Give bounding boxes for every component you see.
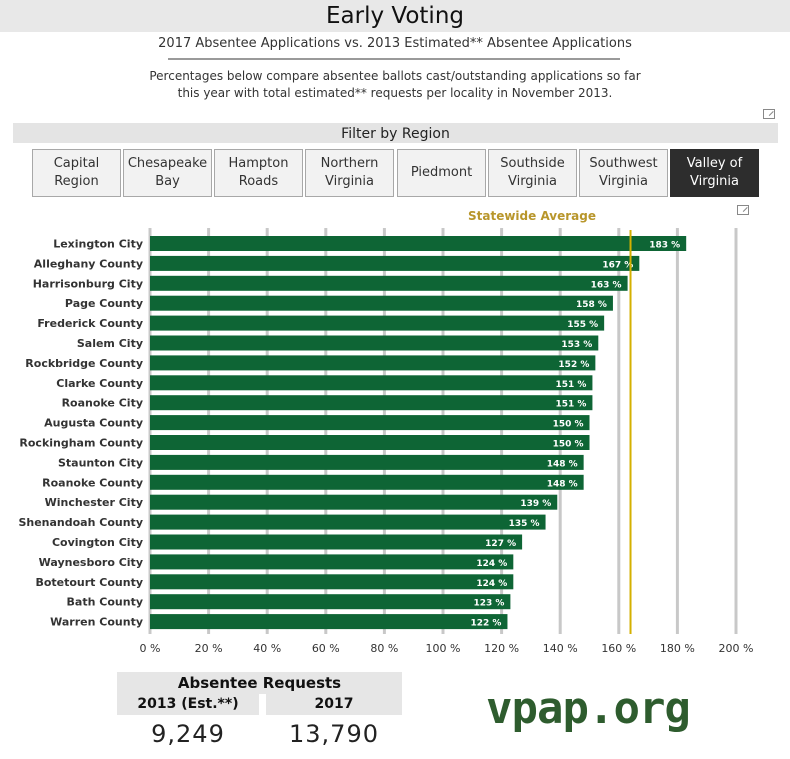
bar — [150, 535, 522, 550]
bar-value-label: 158 % — [576, 300, 607, 311]
region-button-label-line2: Bay — [155, 174, 180, 189]
category-label: Lexington City — [53, 237, 143, 251]
region-button-label: Southside Virginia — [500, 156, 565, 189]
bar — [150, 435, 590, 450]
x-tick-label: 180 % — [659, 642, 695, 655]
region-button-chesapeakebay[interactable] — [123, 149, 212, 197]
region-button-label: Chesapeake Bay — [127, 156, 208, 189]
x-tick-label: 200 % — [718, 642, 754, 655]
bar-value-label: 183 % — [649, 240, 681, 251]
note-line-2: this year with total estimated** requests per locality in November 2013. — [177, 86, 613, 100]
category-label: Roanoke County — [42, 476, 143, 490]
bar-value-label: 167 % — [602, 260, 634, 271]
region-button-capitalregion[interactable] — [32, 149, 121, 197]
note-line-1: Percentages below compare absentee ballots cast/outstanding applications so far — [149, 69, 641, 83]
filter-label: Filter by Region — [341, 126, 450, 142]
region-button-label: Southwest Virginia — [589, 156, 658, 189]
subtitle-divider — [168, 58, 620, 60]
chart-focus-mode-icon[interactable] — [737, 205, 749, 215]
x-tick-label: 40 % — [253, 642, 282, 655]
bar-value-label: 153 % — [561, 340, 593, 350]
bar — [150, 316, 604, 331]
region-button-northernvirginia[interactable] — [305, 149, 394, 197]
bar-value-label: 163 % — [590, 280, 622, 291]
category-label: Covington City — [51, 536, 143, 549]
category-label: Rockbridge County — [25, 356, 143, 370]
summary-col1-value: 9,249 — [151, 720, 225, 748]
summary-col1-label: 2013 (Est.**) — [117, 694, 259, 715]
summary-col2-value: 13,790 — [289, 720, 379, 748]
category-label: Botetourt County — [35, 575, 143, 589]
bar-value-label: 123 % — [473, 598, 505, 609]
bar-value-label: 155 % — [567, 320, 599, 331]
category-label: Salem City — [76, 337, 143, 350]
region-button-label-line2: Roads — [238, 174, 279, 189]
category-label: Roanoke City — [61, 396, 143, 410]
bar-value-label: 148 % — [546, 479, 578, 490]
region-button-label: Hampton Roads — [228, 156, 289, 189]
bar — [150, 236, 686, 251]
category-label: Staunton City — [57, 456, 143, 470]
region-button-label-line2: Virginia — [507, 174, 557, 189]
bar-value-label: 150 % — [552, 439, 584, 450]
category-label: Augusta County — [44, 416, 143, 430]
x-tick-label: 80 % — [370, 642, 399, 655]
bar — [150, 495, 557, 510]
bar — [150, 296, 613, 311]
bar — [150, 415, 590, 430]
bar-value-label: 151 % — [555, 399, 587, 410]
region-button-piedmont[interactable] — [397, 149, 486, 197]
bar — [150, 554, 513, 569]
region-button-label-line2: Region — [54, 174, 99, 189]
statewide-average-label: Statewide Average — [467, 209, 597, 223]
bar — [150, 375, 592, 390]
bar-value-label: 139 % — [520, 499, 552, 510]
category-label: Bath County — [66, 595, 143, 609]
bar — [150, 594, 510, 609]
x-tick-label: 20 % — [194, 642, 223, 655]
region-button-label: Valley of Virginia — [686, 156, 743, 189]
bar-value-label: 127 % — [485, 539, 517, 549]
brand-logo: vpap.org — [486, 683, 690, 734]
category-label: Page County — [64, 297, 143, 311]
region-button-label: Northern Virginia — [320, 156, 379, 189]
title-bar — [0, 0, 790, 32]
category-label: Frederick County — [37, 317, 143, 331]
region-button-label: Capital Region — [53, 156, 100, 189]
x-tick-label: 140 % — [542, 642, 578, 655]
bar — [150, 355, 595, 370]
x-tick-label: 100 % — [425, 642, 461, 655]
category-label: Rockingham County — [19, 436, 143, 450]
region-button-valley-ofvirginia[interactable] — [670, 149, 759, 197]
region-button-southsidevirginia[interactable] — [488, 149, 577, 197]
bar — [150, 574, 513, 589]
bar-value-label: 124 % — [476, 578, 508, 589]
category-label: Winchester City — [44, 496, 143, 510]
x-tick-label: 160 % — [601, 642, 637, 655]
category-label: Alleghany County — [33, 257, 143, 271]
x-tick-label: 0 % — [139, 642, 161, 655]
bar-value-label: 135 % — [508, 519, 540, 530]
bar — [150, 256, 639, 271]
bar — [150, 455, 584, 470]
summary-title-bar — [117, 672, 402, 694]
region-button-label-line2: Virginia — [324, 174, 375, 189]
bar-value-label: 148 % — [546, 459, 578, 470]
bar — [150, 475, 584, 490]
filter-header — [13, 123, 778, 143]
page-subtitle: 2017 Absentee Applications vs. 2013 Estimated** Absentee Applications — [158, 36, 632, 51]
bar — [150, 515, 546, 530]
category-label: Warren County — [50, 615, 143, 629]
bar — [150, 614, 507, 629]
region-button-southwestvirginia[interactable] — [579, 149, 668, 197]
page-title: Early Voting — [326, 3, 464, 29]
region-button-label-line2: Virginia — [598, 174, 648, 189]
summary-title: Absentee Requests — [177, 674, 342, 692]
bar-value-label: 124 % — [476, 558, 508, 569]
bar — [150, 276, 628, 291]
bar-value-label: 151 % — [555, 379, 587, 390]
x-tick-label: 120 % — [484, 642, 520, 655]
x-tick-label: 60 % — [311, 642, 340, 655]
category-label: Clarke County — [56, 376, 143, 390]
region-button-label: Piedmont — [410, 165, 473, 180]
bar-value-label: 122 % — [470, 618, 502, 629]
region-button-hamptonroads[interactable] — [214, 149, 303, 197]
bar-chart — [0, 226, 790, 662]
bar-value-label: 150 % — [552, 419, 584, 430]
description-note — [0, 68, 790, 102]
category-label: Waynesboro City — [38, 555, 143, 569]
summary-col2-label: 2017 — [266, 694, 402, 715]
category-label: Harrisonburg City — [32, 277, 143, 291]
bar-value-label: 152 % — [558, 359, 590, 370]
category-label: Shenandoah County — [18, 516, 143, 530]
bar — [150, 336, 598, 351]
focus-mode-icon[interactable] — [763, 109, 775, 119]
bar — [150, 395, 592, 410]
region-button-label-line2: Virginia — [689, 174, 740, 189]
